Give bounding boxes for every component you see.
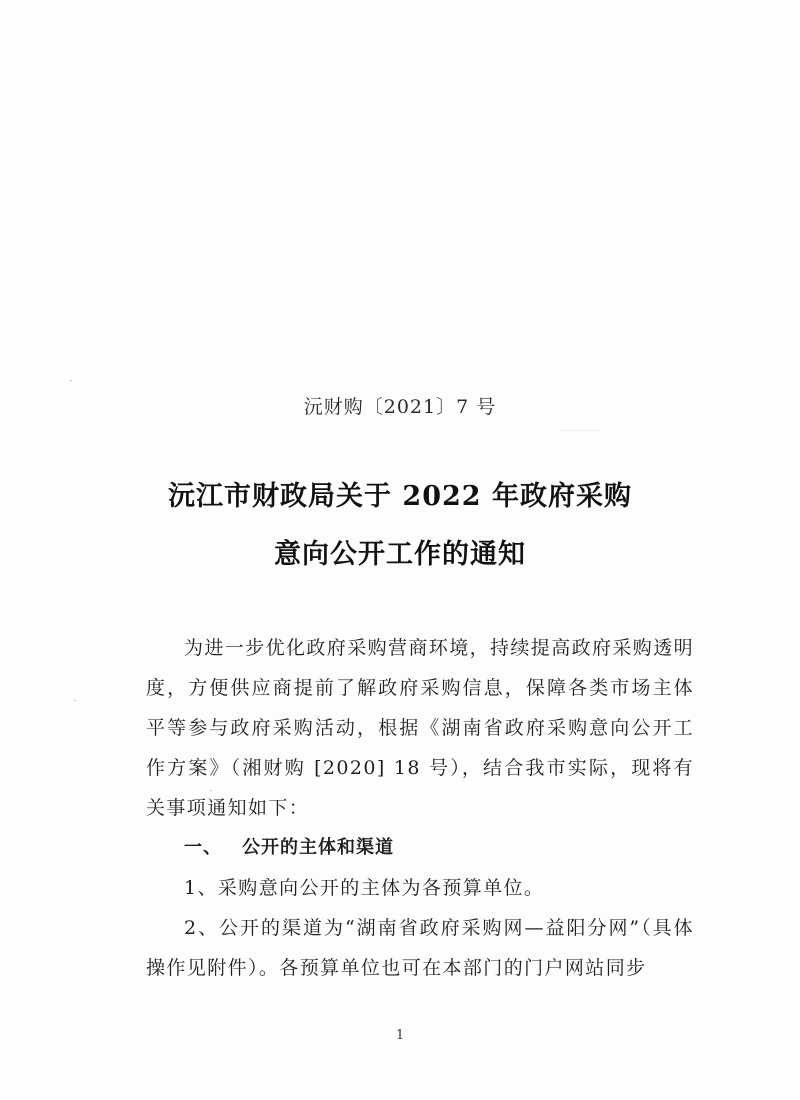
document-title-line-1: 沅江市财政局关于 2022 年政府采购 [168,481,632,512]
list-item: 1、采购意向公开的主体为各预算单位。 [184,877,545,899]
scan-speck [560,430,600,431]
document-number: 沅财购〔2021〕7 号 [303,396,497,418]
section-heading [146,828,694,868]
scan-speck [70,380,72,381]
page-number: 1 [395,1028,405,1043]
list-item: 2、公开的渠道为“湖南省政府采购网—益阳分网”（具体操作见附件）。各预算单位也可在本部门的门户网站同步 [146,917,694,979]
intro-paragraph: 为进一步优化政府采购营商环境，持续提高政府采购透明度，方便供应商提前了解政府采购信息，保障各类市场主体平等参与政府采购活动，根据《湖南省政府采购意向公开工作方案》（湘财购 [2020] 18 号），结合我市实际，现将有关事项通知如下： [146,637,695,819]
section-title: 公开的主体和渠道 [242,837,394,858]
section-number: 一、 [184,837,222,858]
scan-speck [74,700,76,701]
document-body [146,628,694,988]
document-title-line-2: 意向公开工作的通知 [274,539,526,570]
